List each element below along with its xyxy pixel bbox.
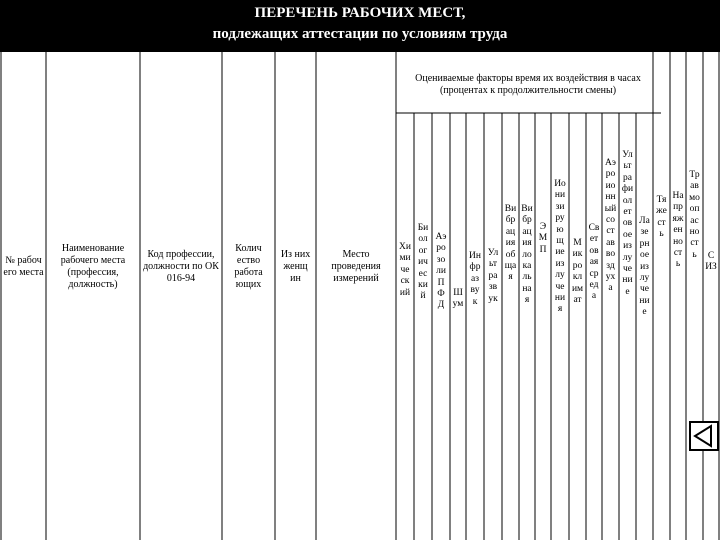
factor-header-emf [536,222,550,538]
factor-header-aerosols [433,232,449,538]
factor-header-biological [415,223,431,538]
factor-label: Вибрация локальная [521,204,533,306]
factor-label: Биологический [417,223,429,302]
factor-header-heaviness [654,195,669,538]
factor-header-chemical [397,242,413,538]
factor-label: Инфразвук [469,251,481,307]
col-header-profession-code: Код профессии, должности по ОК 016-94 [143,249,219,284]
factor-header-tension [671,191,685,538]
factor-label: Шум [452,288,464,310]
factor-label: Лазерное излучение [639,216,650,318]
col-header-women-count: Из них женщ ин [280,249,311,284]
factor-header-noise [451,288,465,538]
factor-label: Напряженность [672,191,684,270]
factor-header-ultrasound [485,248,501,538]
factor-header-uv [620,150,635,538]
factor-label: Ионизирующие излучения [554,179,566,315]
next-slide-button[interactable] [689,421,719,451]
col-header-workplace-name: Наименование рабочего места (профессия, должность) [60,243,126,290]
title-line-1: ПЕРЕЧЕНЬ РАБОЧИХ МЕСТ, [254,5,466,21]
factor-label: Ультразвук [487,248,499,304]
title-line-2: подлежащих аттестации по условиям труда [212,26,508,42]
workplace-list-table [0,52,720,540]
col-header-workplace-number: № рабоч его места [3,255,44,278]
factor-header-safety [687,170,702,538]
factor-header-vibration-local [520,204,534,538]
factor-header-infrasound [467,251,483,538]
factor-label: Световая среда [588,223,600,302]
factors-group-header: Оцениваемые факторы время их воздействия в часах (процентах к продолжительности смены) [415,73,641,96]
factor-label: Аэроионный состав воздуха [604,158,617,294]
factor-label: Микроклимат [571,238,584,306]
factor-header-ppe [704,251,718,538]
factor-header-microclimate [570,238,585,538]
factor-label: Ультрафиолетовое излучение [621,150,634,297]
col-header-worker-count: Колич ество работа ющих [234,243,263,290]
factor-header-laser [637,216,652,538]
factor-header-vibration-general [503,204,518,538]
play-triangle-icon [691,423,717,449]
factor-label: Травмоопасность [689,170,700,260]
factor-label: ЭМП [538,222,548,255]
factor-label: Химический [399,242,411,298]
factor-label: Вибрация общая [504,204,517,283]
factor-header-aero-ionic [603,158,618,538]
factor-label: Тяжесть [656,195,667,240]
factor-label: СИЗ [705,251,717,273]
factor-header-lighting [587,223,601,538]
col-header-measurement-location: Место проведения измерений [331,249,381,284]
factor-label: Аэрозоли ПФД [435,232,447,311]
factor-header-ionizing [552,179,568,538]
title-bar [0,0,720,52]
